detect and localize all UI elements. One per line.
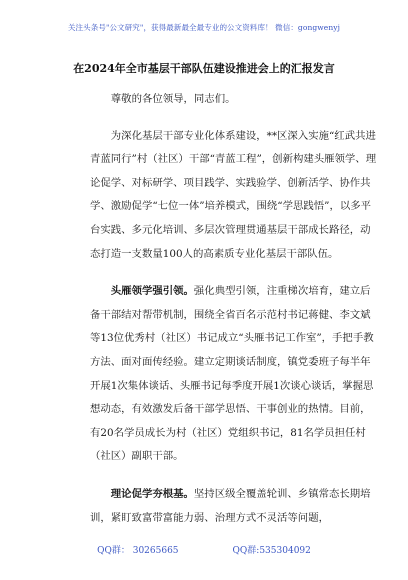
section-2-paragraph bbox=[90, 483, 378, 530]
salutation: 尊敬的各位领导，同志们。 bbox=[110, 93, 236, 105]
section-2-heading: 理论促学夯根基。 bbox=[110, 487, 194, 500]
document-body bbox=[90, 88, 378, 544]
section-1-paragraph bbox=[90, 280, 378, 469]
document-title: 在2024年全市基层干部队伍建设推进会上的汇报发言 bbox=[73, 62, 335, 75]
footer-qq-group-2: QQ群:535304092 bbox=[232, 546, 311, 556]
footer bbox=[0, 543, 408, 556]
footer-qq-group-1: QQ群： 30265665 bbox=[97, 546, 179, 556]
section-1-text: 强化典型引领，注重梯次培育，建立后备干部结对帮带机制，围绕全省百名示范村书记蒋健、李文斌等13位优秀村（社区）书记成立“头雁书记工作室”，手把手教方法、面对面传经验。建立定期谈话制度，镇党委班子每半年开展1次集体谈话、头雁书记每季度开展1次谈心谈话，掌握思想动态，有效激发后备干部学思悟、干事创业的热情。目前，有20名学员成长为村（社区）党组织书记，81名学员担任村（社区）副职干部。 bbox=[90, 285, 374, 463]
section-2-text: 坚持区级全覆盖轮训、乡镇常态长期培训，紧盯致富带富能力弱、治理方式不灵活等问题， bbox=[90, 487, 371, 524]
header-banner: 关注头条号"公文研究"，获得最新最全最专业的公文资料库！ 微信：gongwenyj bbox=[67, 23, 341, 32]
intro-paragraph: 为深化基层干部专业化体系建设，**区深入实施“红武共进青蓝同行”村（社区）干部“青蓝工程”，创新构建头雁领学、理论促学、对标研学、项目践学、实践验学、创新活学、协作共学、激励促学“七位一体”培养模式，围绕“学思践悟”，以多平台实践、多元化培训、多层次管理贯通基层干部成长路径，动态打造一支数量100人的高素质专业化基层干部队伍。 bbox=[90, 129, 377, 260]
section-1-heading: 头雁领学强引领。 bbox=[110, 285, 194, 298]
